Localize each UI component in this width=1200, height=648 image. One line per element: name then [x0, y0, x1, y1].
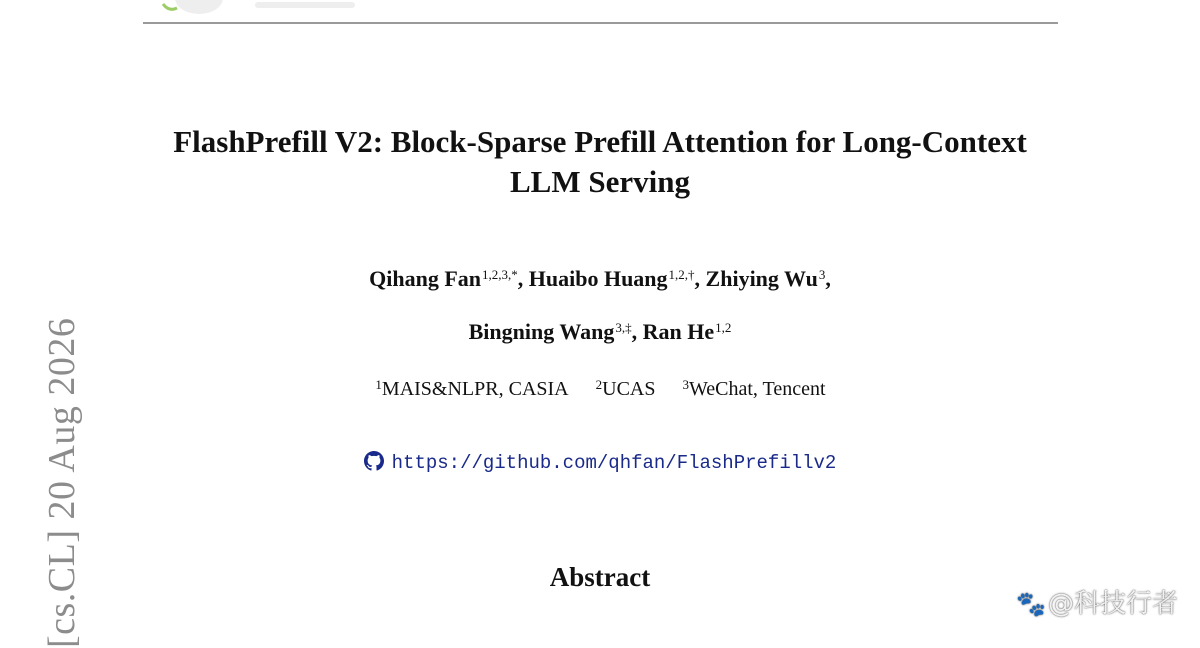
affil-number: 2 [595, 377, 603, 392]
author-affil-mark: 1,2 [715, 320, 732, 335]
affiliation-list [140, 376, 1060, 402]
author-name: Zhiying Wu [705, 266, 818, 291]
affil-name: WeChat, Tencent [688, 378, 826, 400]
author-name: Ran He [642, 319, 715, 344]
header-rule [143, 22, 1058, 24]
author-list-line-1 [140, 265, 1060, 293]
author-separator: , [631, 319, 643, 344]
header-logo [155, 0, 225, 16]
affil-number: 1 [375, 377, 382, 392]
paper-title [140, 122, 1060, 202]
author-separator: , [825, 266, 831, 291]
author-affil-mark: 3 [818, 267, 826, 282]
author-name: Huaibo Huang [528, 266, 668, 291]
author-separator: , [517, 266, 529, 291]
repo-link-row[interactable] [140, 450, 1060, 476]
author-separator: , [694, 266, 706, 291]
github-icon [364, 451, 384, 471]
author-name: Qihang Fan [369, 266, 482, 291]
arxiv-stamp: [cs.CL] 20 Aug 2026 [41, 317, 83, 648]
source-watermark [1016, 587, 1178, 621]
abstract-body-cutoff [143, 641, 1053, 648]
author-list-line-2 [140, 318, 1060, 346]
author-affil-mark: 3,‡ [615, 320, 632, 335]
author-name: Bingning Wang [468, 319, 615, 344]
affil-number: 3 [682, 377, 689, 392]
author-affil-mark: 1,2,† [668, 267, 695, 282]
paper-title-line-1: FlashPrefill V2: Block-Sparse Prefill Attention for Long-Context [173, 124, 1027, 159]
affil-name: MAIS&NLPR, CASIA [381, 378, 569, 400]
header-logo-text-placeholder [255, 2, 355, 8]
watermark-text: @科技行者 [1047, 589, 1178, 619]
abstract-heading: Abstract [549, 562, 651, 592]
affil-name: UCAS [602, 378, 656, 400]
paper-title-line-2: LLM Serving [510, 164, 690, 199]
author-affil-mark: 1,2,3,* [482, 267, 518, 282]
repo-url[interactable]: https://github.com/qhfan/FlashPrefillv2 [391, 452, 837, 474]
paw-icon: 🐾 [1016, 590, 1046, 618]
